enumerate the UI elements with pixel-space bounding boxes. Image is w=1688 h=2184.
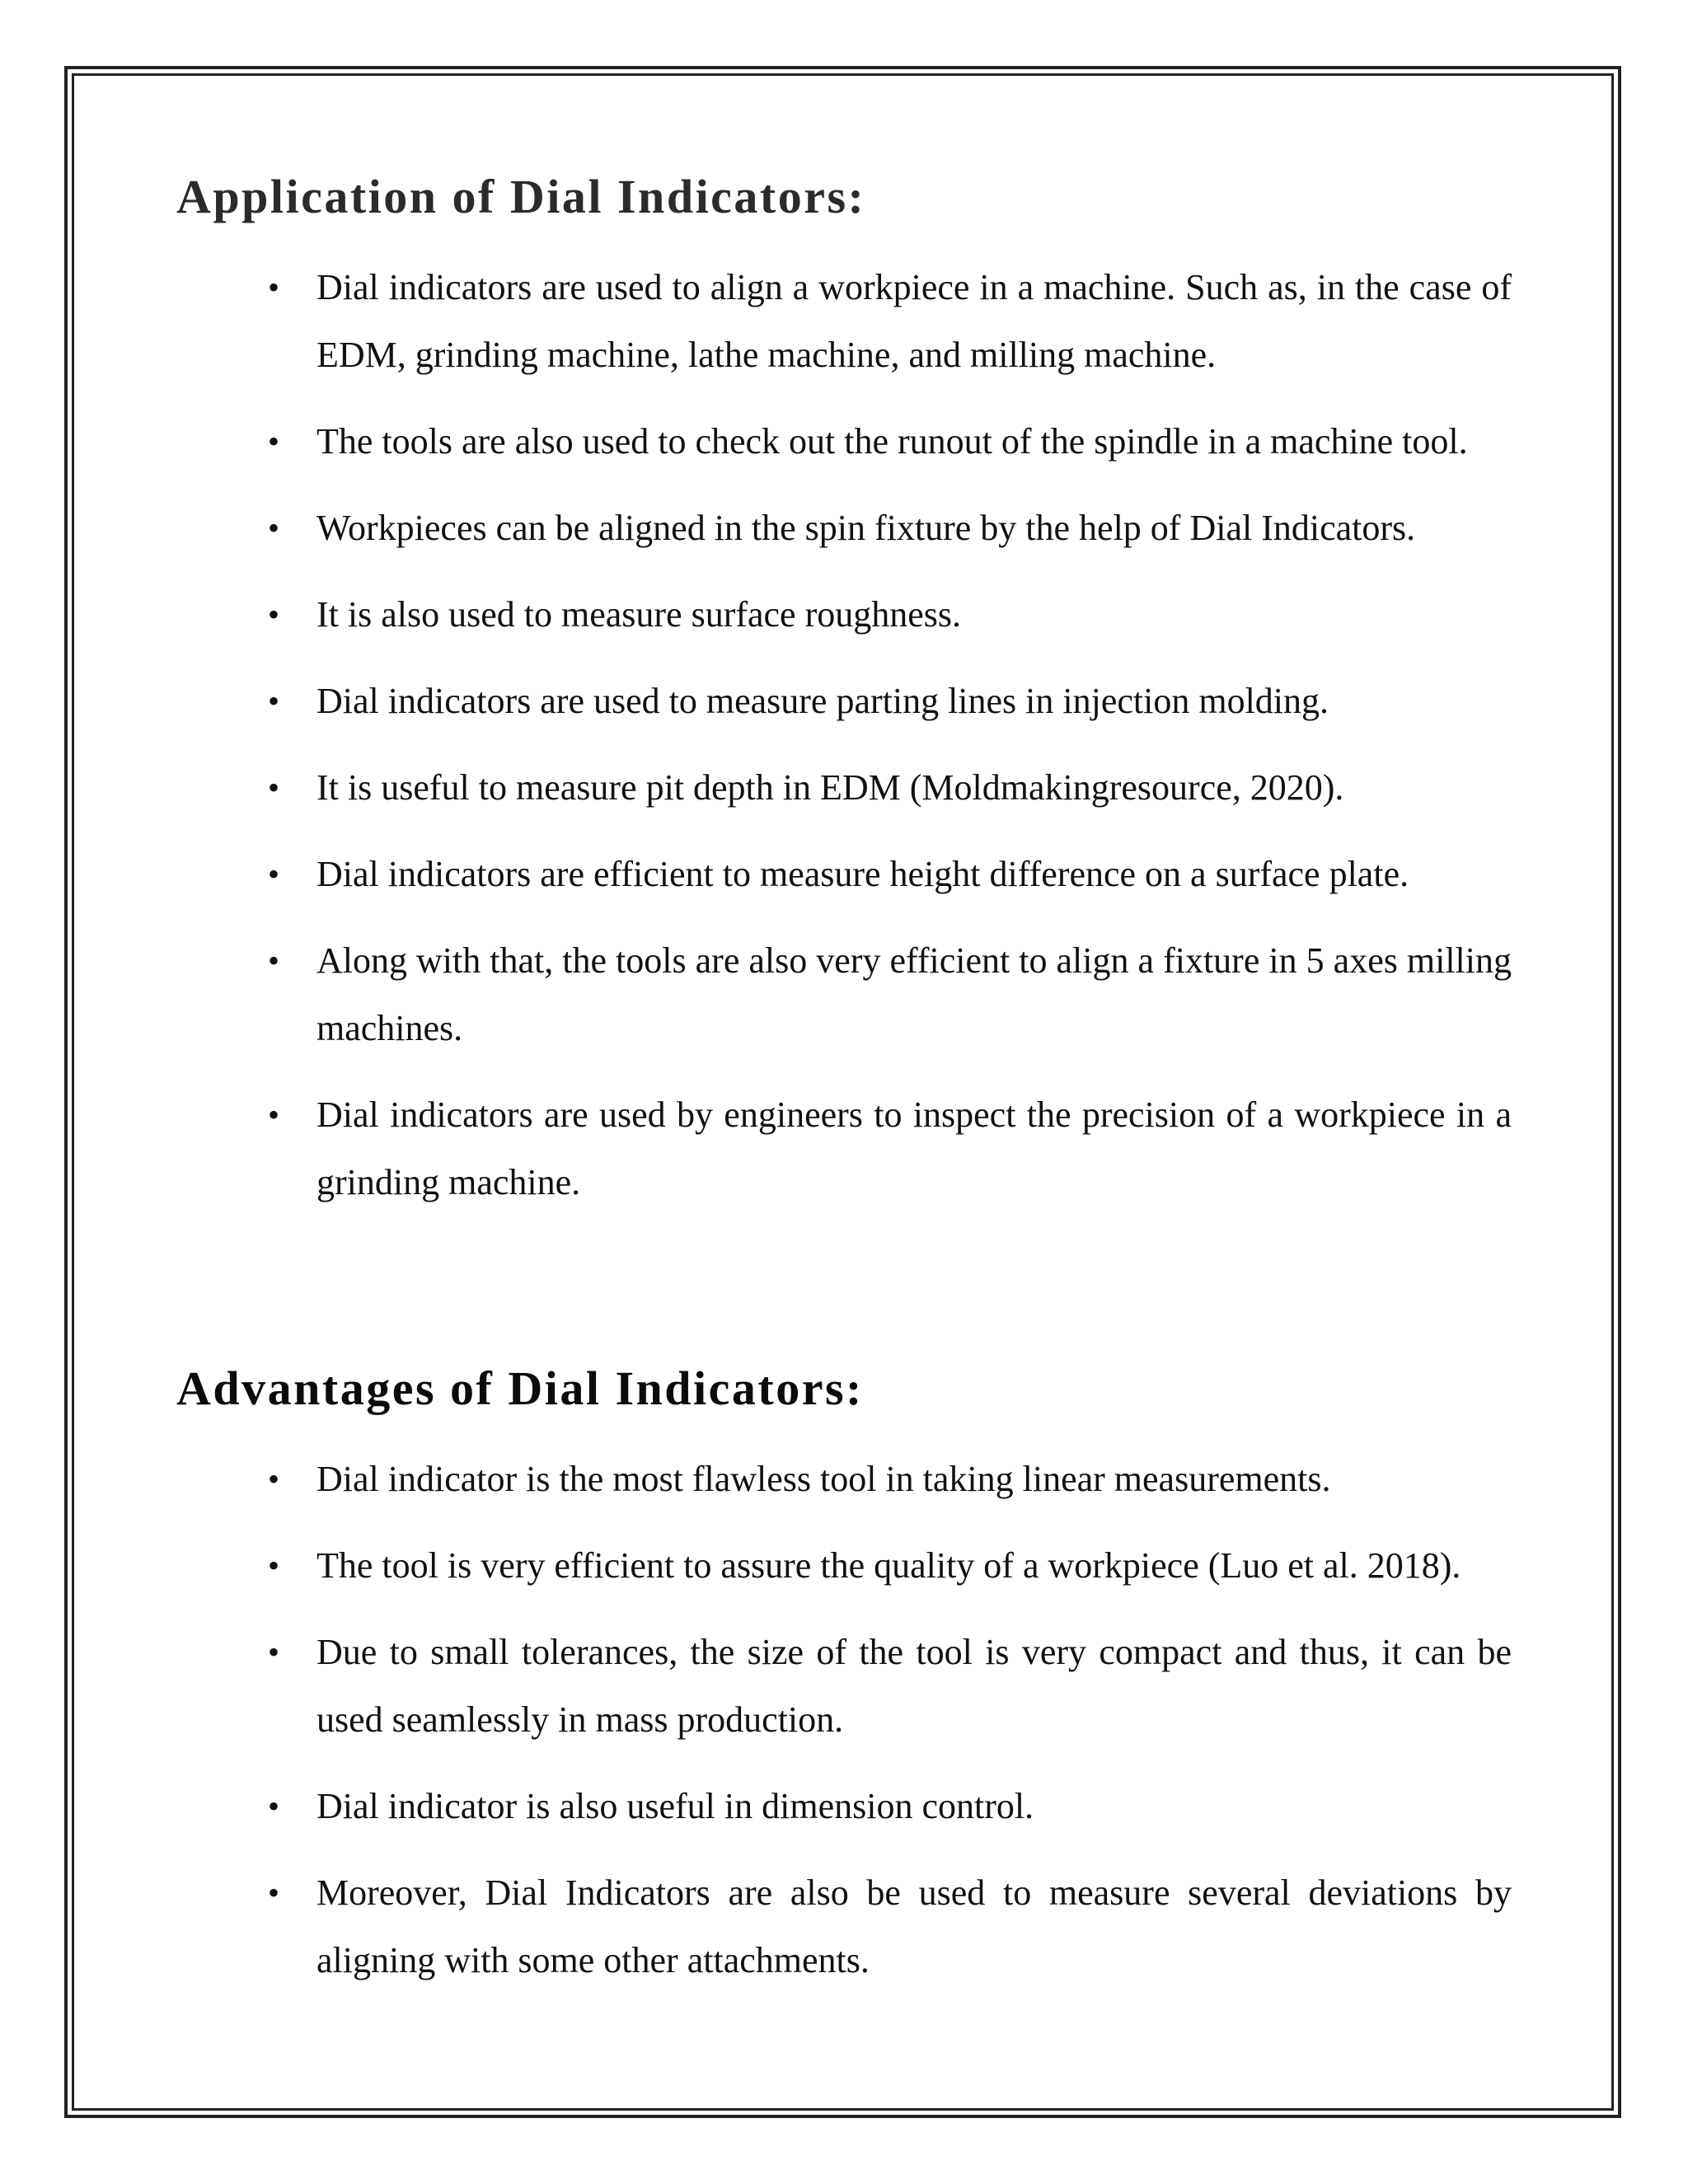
bullet-icon: •	[268, 1788, 280, 1825]
bullet-icon: •	[268, 509, 280, 546]
list-item	[176, 927, 1512, 1062]
bullet-icon: •	[268, 423, 280, 460]
list-item-text: Dial indicator is the most flawless tool in taking linear measurements.	[316, 1459, 1331, 1499]
bullet-icon: •	[268, 1096, 280, 1133]
list-item-text: Dial indicators are used to align a workpiece in a machine. Such as, in the case of EDM, grinding machine, lathe machine, and milling machine.	[316, 267, 1512, 375]
list-item	[176, 1532, 1512, 1600]
list-item-text: Dial indicators are used by engineers to inspect the precision of a workpiece in a grinding machine.	[316, 1094, 1512, 1202]
list-item-text: The tools are also used to check out the runout of the spindle in a machine tool.	[316, 421, 1468, 462]
list-item-text: It is useful to measure pit depth in EDM (Moldmakingresource, 2020).	[316, 767, 1344, 808]
list-item-text: Moreover, Dial Indicators are also be used to measure several deviations by aligning with some other attachments.	[316, 1872, 1512, 1980]
advantages-list	[176, 1446, 1512, 1994]
list-item-text: It is also used to measure surface roughness.	[316, 594, 962, 635]
section-heading-applications: Application of Dial Indicators:	[176, 170, 866, 223]
list-item-text: Along with that, the tools are also very efficient to align a fixture in 5 axes milling machines.	[316, 940, 1512, 1048]
list-item	[176, 254, 1512, 389]
bullet-icon: •	[268, 855, 280, 893]
bullet-icon: •	[268, 1874, 280, 1911]
bullet-icon: •	[268, 942, 280, 979]
applications-list	[176, 254, 1512, 1216]
list-item-text: The tool is very efficient to assure the quality of a workpiece (Luo et al. 2018).	[316, 1545, 1461, 1586]
section-heading-advantages: Advantages of Dial Indicators:	[176, 1361, 864, 1415]
bullet-icon: •	[268, 1633, 280, 1671]
list-item	[176, 754, 1512, 822]
list-item	[176, 668, 1512, 735]
bullet-icon: •	[268, 682, 280, 719]
list-item-text: Dial indicators are used to measure parting lines in injection molding.	[316, 681, 1329, 721]
list-item	[176, 494, 1512, 562]
list-item	[176, 1081, 1512, 1216]
bullet-icon: •	[268, 769, 280, 806]
list-item	[176, 1619, 1512, 1754]
bullet-icon: •	[268, 269, 280, 306]
list-item	[176, 408, 1512, 476]
bullet-icon: •	[268, 596, 280, 633]
list-item-text: Due to small tolerances, the size of the tool is very compact and thus, it can be used seamlessly in mass production.	[316, 1632, 1512, 1740]
bullet-icon: •	[268, 1547, 280, 1584]
list-item	[176, 581, 1512, 649]
document-body	[176, 170, 1512, 2013]
list-item-text: Dial indicators are efficient to measure height difference on a surface plate.	[316, 854, 1409, 894]
bullet-icon: •	[268, 1460, 280, 1497]
list-item	[176, 841, 1512, 908]
list-item	[176, 1446, 1512, 1513]
list-item-text: Workpieces can be aligned in the spin fixture by the help of Dial Indicators.	[316, 508, 1416, 548]
list-item	[176, 1773, 1512, 1840]
list-item	[176, 1859, 1512, 1994]
list-item-text: Dial indicator is also useful in dimension control.	[316, 1786, 1034, 1826]
